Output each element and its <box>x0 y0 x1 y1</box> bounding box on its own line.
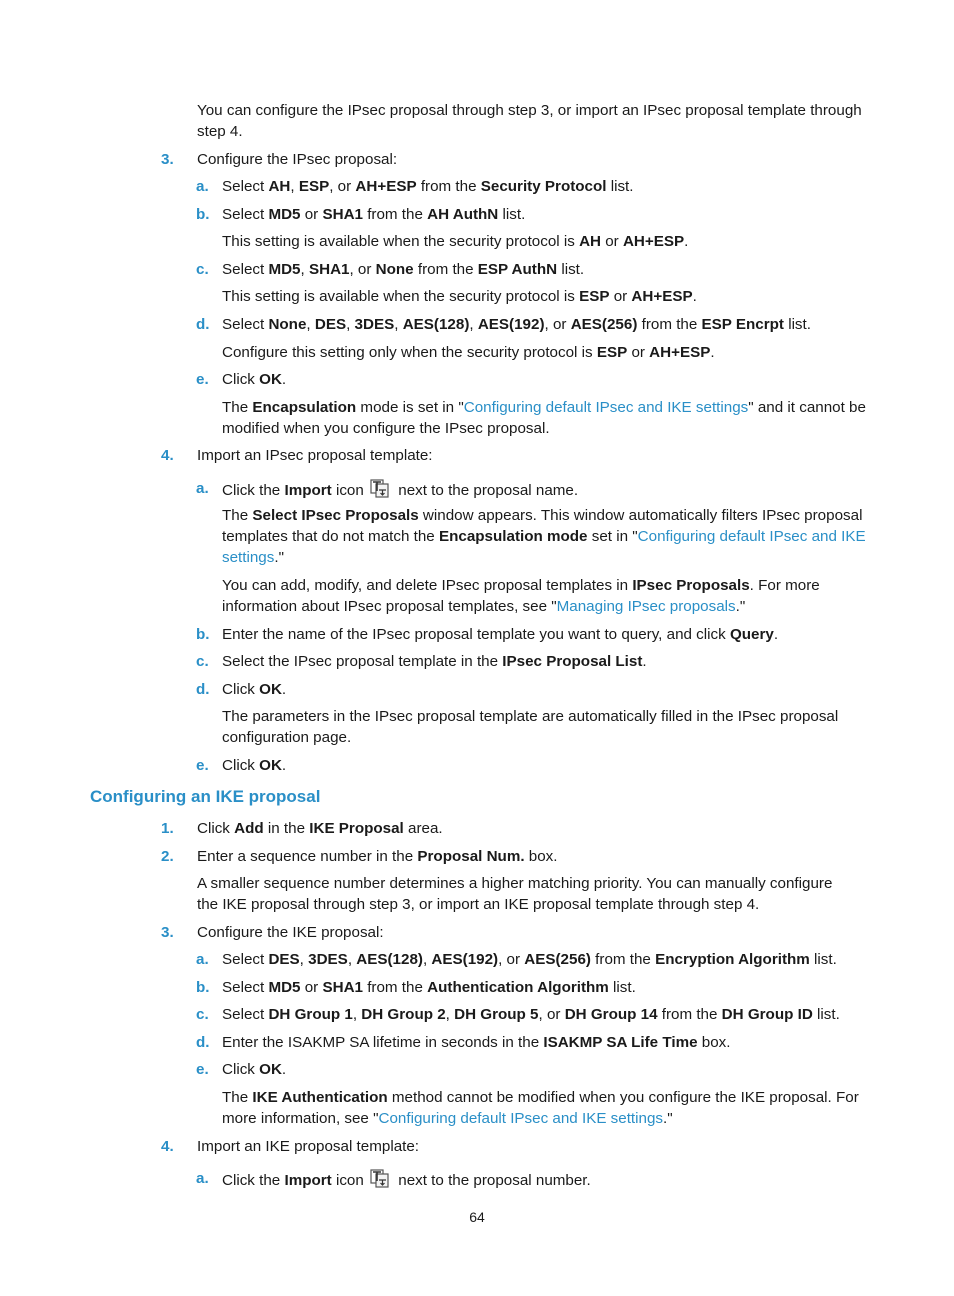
step-3d-text: Select None, DES, 3DES, AES(128), AES(192), or AES(256) from the ESP Encrpt list. <box>222 316 811 333</box>
page-number: 64 <box>469 1209 485 1225</box>
step-3a-text: Select AH, ESP, or AH+ESP from the Security Protocol list. <box>222 178 634 195</box>
step-4d-note: The parameters in the IPsec proposal template are automatically filled in the IPsec proposal configuration page. <box>222 708 839 746</box>
step-3c-note: This setting is available when the security protocol is ESP or AH+ESP. <box>222 288 697 305</box>
ike-step-3e-text: Click OK. <box>222 1061 287 1078</box>
link-managing-ipsec-proposals[interactable]: Managing IPsec proposals <box>556 598 736 615</box>
ike-step-3a-label: a. <box>196 951 209 968</box>
step-3b-label: b. <box>196 206 210 223</box>
intro-line-1: You can configure the IPsec proposal through step 3, or import an IPsec proposal template through <box>197 102 862 119</box>
step-3d-label: d. <box>196 316 210 333</box>
ike-step-3d-text: Enter the ISAKMP SA lifetime in seconds in the ISAKMP SA Life Time box. <box>222 1034 731 1051</box>
ike-step-3d-label: d. <box>196 1034 210 1051</box>
ike-step-3e-note: The IKE Authentication method cannot be modified when you configure the IKE proposal. For more information, see "Configuring default IPsec and IKE settings." <box>222 1089 859 1127</box>
ike-step-1-text: Click Add in the IKE Proposal area. <box>197 820 443 837</box>
ike-step-3a-text: Select DES, 3DES, AES(128), AES(192), or AES(256) from the Encryption Algorithm list. <box>222 951 837 968</box>
ike-step-2-text: Enter a sequence number in the Proposal Num. box. <box>197 848 558 865</box>
import-icon[interactable] <box>370 1168 392 1188</box>
link-configuring-default-ipsec-ike[interactable]: Configuring default IPsec and IKE settings <box>463 399 749 416</box>
step-4d-label: d. <box>196 681 210 698</box>
step-3c-label: c. <box>196 261 209 278</box>
step-4a-label: a. <box>196 480 209 497</box>
step-4d-text: Click OK. <box>222 681 287 698</box>
step-3a-label: a. <box>196 178 209 195</box>
link-configuring-default-ipsec-ike-3[interactable]: Configuring default IPsec and IKE settings <box>378 1110 664 1127</box>
ike-step-4-number: 4. <box>161 1138 174 1155</box>
ike-step-4a-text: Click the Import icon next to the proposal number. <box>222 1168 870 1191</box>
step-3b-text: Select MD5 or SHA1 from the AH AuthN list. <box>222 206 526 223</box>
step-4e-label: e. <box>196 757 209 774</box>
step-4-text: Import an IPsec proposal template: <box>197 447 433 464</box>
section-heading-ike-proposal: Configuring an IKE proposal <box>90 787 321 806</box>
ike-step-2-note: A smaller sequence number determines a higher matching priority. You can manually configure the IKE proposal through step 3, or import an IKE proposal template through step 4. <box>197 875 833 913</box>
step-4b-text: Enter the name of the IPsec proposal template you want to query, and click Query. <box>222 626 779 643</box>
intro-line-2: step 4. <box>197 123 243 140</box>
step-4-number: 4. <box>161 447 174 464</box>
step-3e-text: Click OK. <box>222 371 287 388</box>
step-3c-text: Select MD5, SHA1, or None from the ESP AuthN list. <box>222 261 585 278</box>
ike-step-3c-label: c. <box>196 1006 209 1023</box>
ike-step-2-number: 2. <box>161 848 174 865</box>
step-3d-note: Configure this setting only when the security protocol is ESP or AH+ESP. <box>222 344 715 361</box>
step-4a-note-2: You can add, modify, and delete IPsec proposal templates in IPsec Proposals. For more information about IPsec proposal templates, see "Managing IPsec proposals." <box>222 577 820 615</box>
step-3b-note: This setting is available when the security protocol is AH or AH+ESP. <box>222 233 689 250</box>
ike-step-3b-text: Select MD5 or SHA1 from the Authentication Algorithm list. <box>222 979 636 996</box>
ike-step-3b-label: b. <box>196 979 210 996</box>
ike-step-4a-label: a. <box>196 1170 209 1187</box>
step-4a-text: Click the Import icon next to the proposal name. <box>222 478 870 501</box>
step-3e-note: The Encapsulation mode is set in "Configuring default IPsec and IKE settings" and it cannot be modified when you configure the IPsec proposal. <box>222 399 866 437</box>
ike-step-3c-text: Select DH Group 1, DH Group 2, DH Group 5, or DH Group 14 from the DH Group ID list. <box>222 1006 840 1023</box>
step-4b-label: b. <box>196 626 210 643</box>
step-3e-label: e. <box>196 371 209 388</box>
ike-step-3-number: 3. <box>161 924 174 941</box>
step-3-text: Configure the IPsec proposal: <box>197 151 398 168</box>
ike-step-3e-label: e. <box>196 1061 209 1078</box>
step-3-number: 3. <box>161 151 174 168</box>
step-4e-text: Click OK. <box>222 757 287 774</box>
ike-step-1-number: 1. <box>161 820 174 837</box>
step-4c-label: c. <box>196 653 209 670</box>
import-icon[interactable] <box>370 478 392 498</box>
ike-step-3-text: Configure the IKE proposal: <box>197 924 384 941</box>
intro-paragraph <box>197 100 869 142</box>
step-4c-text: Select the IPsec proposal template in the IPsec Proposal List. <box>222 653 647 670</box>
link-settings[interactable]: settings <box>222 549 275 566</box>
step-4a-note-1: The Select IPsec Proposals window appears. This window automatically filters IPsec proposal templates that do not match the Encapsulation mode set in "Configuring default IPsec and IKE settings." <box>222 507 866 566</box>
ike-step-4-text: Import an IKE proposal template: <box>197 1138 420 1155</box>
link-configuring-default-ipsec-ike-2[interactable]: Configuring default IPsec and IKE <box>637 528 866 545</box>
